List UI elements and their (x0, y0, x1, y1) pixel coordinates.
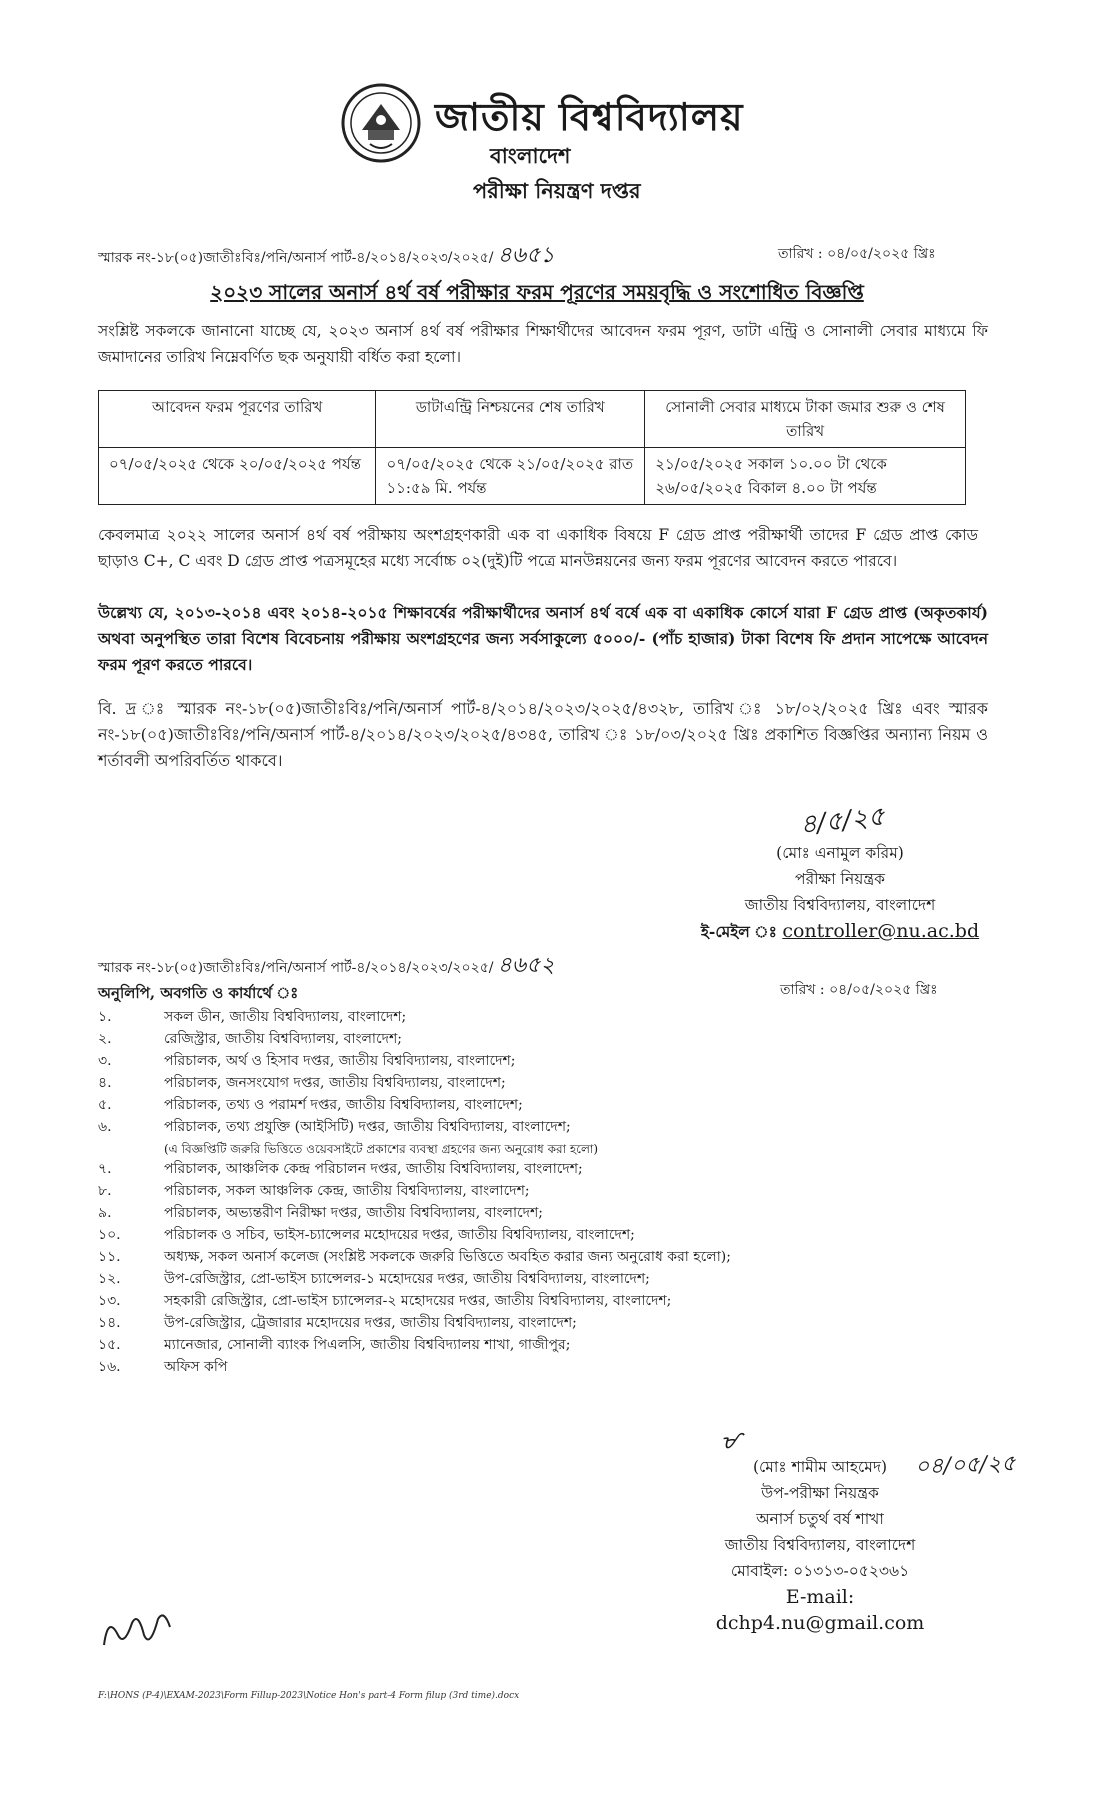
table-header-row (99, 391, 966, 448)
table-header-cell: ডাটাএন্ট্রি নিশ্চয়নের শেষ তারিখ (376, 391, 645, 448)
cc-list-item (98, 1312, 998, 1334)
cc-item-text: পরিচালক ও সচিব, ভাইস-চ্যান্সেলর মহোদয়ের দপ্তর, জাতীয় বিশ্ববিদ্যালয়, বাংলাদেশ; (164, 1227, 635, 1243)
cc-item-number: ১৬. (98, 1359, 121, 1375)
cc-list-item (98, 1334, 998, 1356)
memo-date-top: তারিখ : ০৪/০৫/২০২৫ খ্রিঃ (778, 246, 936, 262)
memo-reference-bottom (98, 948, 555, 985)
cc-list-item (98, 1158, 998, 1180)
controller-designation: পরীক্ষা নিয়ন্ত্রক (795, 870, 885, 888)
table-cell: ২১/০৫/২০২৫ সকাল ১০.০০ টা থেকে ২৬/০৫/২০২৫ বিকাল ৪.০০ টা পর্যন্ত (645, 448, 966, 505)
cc-item-text: পরিচালক, অভ্যন্তরীণ নিরীক্ষা দপ্তর, জাতীয় বিশ্ববিদ্যালয়, বাংলাদেশ; (164, 1205, 544, 1221)
file-path-footer: F:\HONS (P-4)\EXAM-2023\Form Fillup-2023\Notice Hon's part-4 Form filup (3rd time).docx (98, 1691, 520, 1701)
cc-list-item (98, 1094, 998, 1116)
university-seal (340, 82, 422, 164)
memo-ref-handwritten: ৪৬৫১ (497, 243, 555, 268)
cc-list-item (98, 1180, 998, 1202)
cc-item-text: সহকারী রেজিস্ট্রার, প্রো-ভাইস চ্যান্সেলর-২ মহোদয়ের দপ্তর, জাতীয় বিশ্ববিদ্যালয়, বাংলাদেশ; (164, 1293, 672, 1309)
deputy-email: E-mail: dchp4.nu@gmail.com (715, 1586, 925, 1634)
cc-item-text: রেজিস্ট্রার, জাতীয় বিশ্ববিদ্যালয়, বাংলাদেশ; (164, 1031, 402, 1047)
notice-title: ২০২৩ সালের অনার্স ৪র্থ বর্ষ পরীক্ষার ফরম পূরণের সময়বৃদ্ধি ও সংশোধিত বিজ্ঞপ্তি (210, 280, 864, 304)
cc-list-item (98, 1202, 998, 1224)
deputy-mobile: মোবাইল: ০১৩১৩-০৫২৩৬১ (730, 1562, 910, 1580)
cc-item-text: অধ্যক্ষ, সকল অনার্স কলেজ (সংশ্লিষ্ট সকলকে জরুরি ভিত্তিতে অবহিত করার জন্য অনুরোধ করা হলো); (164, 1249, 731, 1265)
controller-name: (মোঃ এনামুল করিম) (776, 844, 904, 862)
cc-item-number: ১৩. (98, 1293, 121, 1309)
memo-ref-handwritten: ৪৬৫২ (497, 953, 555, 978)
special-consideration-paragraph: উল্লেখ্য যে, ২০১৩-২০১৪ এবং ২০১৪-২০১৫ শিক্ষাবর্ষের পরীক্ষার্থীদের অনার্স ৪র্থ বর্ষে এক বা একাধিক কোর্সে যারা F গ্রেড প্রাপ্ত (অকৃতকার্য) অথবা অনুপস্থিত তারা বিশেষ বিবেচনায় পরীক্ষায় অংশগ্রহণের জন্য সর্বসাকুল্যে ৫০০০/- (পাঁচ হাজার) টাকা বিশেষ ফি প্রদান সাপেক্ষে আবেদন ফরম পূরণ করতে পারবে। (98, 603, 988, 674)
deputy-designation: উপ-পরীক্ষা নিয়ন্ত্রক (761, 1484, 879, 1502)
cc-item-number: ৮. (98, 1183, 112, 1199)
cc-list-item (98, 1116, 998, 1138)
grade-improvement-paragraph: কেবলমাত্র ২০২২ সালের অনার্স ৪র্থ বর্ষ পরীক্ষায় অংশগ্রহণকারী এক বা একাধিক বিষয়ে F গ্রেড প্রাপ্ত পরীক্ষার্থী তাদের F গ্রেড প্রাপ্ত কোড ছাড়াও C+, C এবং D গ্রেড প্রাপ্ত পত্রসমূহের মধ্যে সর্বোচ্চ ০২(দুই)টি পত্রে মানউন্নয়নের জন্য ফরম পূরণের আবেদন করতে পারবে। (98, 526, 978, 570)
country-name: বাংলাদেশ (490, 144, 571, 168)
cc-item-text: ম্যানেজার, সোনালী ব্যাংক পিএলসি, জাতীয় বিশ্ববিদ্যালয় শাখা, গাজীপুর; (164, 1337, 571, 1353)
cc-list-item (98, 1072, 998, 1094)
table-row (99, 448, 966, 505)
cc-item-number: ৯. (98, 1205, 112, 1221)
cc-item-number: ১৪. (98, 1315, 121, 1331)
cc-list-item (98, 1290, 998, 1312)
cc-item-number: ১৫. (98, 1337, 121, 1353)
initials-mark (98, 1605, 178, 1659)
cc-item-number: ৬. (98, 1119, 112, 1135)
cc-item-number: ২. (98, 1031, 112, 1047)
deputy-org: জাতীয় বিশ্ববিদ্যালয়, বাংলাদেশ (724, 1536, 916, 1554)
dates-table (98, 390, 966, 505)
cc-item-number: ১০. (98, 1227, 121, 1243)
nb-paragraph: বি. দ্র ঃ স্মারক নং-১৮(০৫)জাতীঃবিঃ/পনি/অনার্স পার্ট-৪/২০১৪/২০২৩/২০২৫/৪৩২৮, তারিখ ঃ ১৮/০২/২০২৫ খ্রিঃ এবং স্মারক নং-১৮(০৫)জাতীঃবিঃ/পনি/অনার্স পার্ট-৪/২০১৪/২০২৩/২০২৫/৪৩৪৫, তারিখ ঃ ১৮/০৩/২০২৫ খ্রিঃ প্রকাশিত বিজ্ঞপ্তির অন্যান্য নিয়ম ও শর্তাবলী অপরিবর্তিত থাকবে। (98, 699, 988, 770)
memo-date-bottom: তারিখ : ০৪/০৫/২০২৫ খ্রিঃ (780, 982, 938, 998)
cc-item-text: উপ-রেজিস্ট্রার, প্রো-ভাইস চ্যান্সেলর-১ মহোদয়ের দপ্তর, জাতীয় বিশ্ববিদ্যালয়, বাংলাদেশ; (164, 1271, 650, 1287)
controller-org: জাতীয় বিশ্ববিদ্যালয়, বাংলাদেশ (744, 896, 936, 914)
cc-list-item (98, 1050, 998, 1072)
cc-item-text: পরিচালক, জনসংযোগ দপ্তর, জাতীয় বিশ্ববিদ্যালয়, বাংলাদেশ; (164, 1075, 506, 1091)
cc-note-row (98, 1138, 998, 1158)
cc-item-number: ১১. (98, 1249, 121, 1265)
controller-email-link[interactable]: controller@nu.ac.bd (782, 920, 980, 942)
cc-item-text: অফিস কপি (164, 1359, 228, 1375)
table-cell: ০৭/০৫/২০২৫ থেকে ২১/০৫/২০২৫ রাত ১১:৫৯ মি. পর্যন্ত (376, 448, 645, 505)
cc-item-number: ৩. (98, 1053, 112, 1069)
cc-list-item (98, 1028, 998, 1050)
table-header-cell: সোনালী সেবার মাধ্যমে টাকা জমার শুরু ও শেষ তারিখ (645, 391, 966, 448)
deputy-signature-block (680, 1454, 960, 1636)
cc-item-text: পরিচালক, অর্থ ও হিসাব দপ্তর, জাতীয় বিশ্ববিদ্যালয়, বাংলাদেশ; (164, 1053, 516, 1069)
seal-icon (340, 82, 422, 164)
controller-signature: ৪/৫/২৫ (798, 801, 887, 841)
table-cell: ০৭/০৫/২০২৫ থেকে ২০/০৫/২০২৫ পর্যন্ত (99, 448, 376, 505)
controller-signature-block (700, 840, 980, 945)
memo-ref-text: স্মারক নং-১৮(০৫)জাতীঃবিঃ/পনি/অনার্স পার্ট-৪/২০১৪/২০২৩/২০২৫/ (98, 250, 494, 266)
memo-ref-text: স্মারক নং-১৮(০৫)জাতীঃবিঃ/পনি/অনার্স পার্ট-৪/২০১৪/২০২৩/২০২৫/ (98, 960, 494, 976)
cc-item-number: ১. (98, 1009, 112, 1025)
intro-paragraph: সংশ্লিষ্ট সকলকে জানানো যাচ্ছে যে, ২০২৩ অনার্স ৪র্থ বর্ষ পরীক্ষার শিক্ষার্থীদের আবেদন ফরম পূরণ, ডাটা এন্ট্রি ও সোনালী সেবার মাধ্যমে ফি জমাদানের তারিখ নিম্নেবর্ণিত ছক অনুযায়ী বর্ধিত করা হলো। (98, 322, 988, 366)
cc-item-text: পরিচালক, তথ্য ও পরামর্শ দপ্তর, জাতীয় বিশ্ববিদ্যালয়, বাংলাদেশ; (164, 1097, 523, 1113)
controller-email-line (700, 918, 980, 945)
cc-item-text: পরিচালক, আঞ্চলিক কেন্দ্র পরিচালন দপ্তর, জাতীয় বিশ্ববিদ্যালয়, বাংলাদেশ; (164, 1161, 583, 1177)
table-header-cell: আবেদন ফরম পূরণের তারিখ (99, 391, 376, 448)
deputy-signature: ᜋ (718, 1427, 745, 1456)
deputy-signature-date: ০৪/০৫/২৫ (914, 1451, 1016, 1480)
cc-list-item (98, 1268, 998, 1290)
cc-item-text: পরিচালক, তথ্য প্রযুক্তি (আইসিটি) দপ্তর, জাতীয় বিশ্ববিদ্যালয়, বাংলাদেশ; (164, 1119, 571, 1135)
deputy-name: (মোঃ শামীম আহমেদ) (752, 1458, 888, 1476)
cc-heading: অনুলিপি, অবগতি ও কার্যার্থে ঃ (98, 984, 299, 1002)
cc-list-item (98, 1246, 998, 1268)
cc-item-note: (এ বিজ্ঞপ্তিটি জরুরি ভিত্তিতে ওয়েবসাইটে প্রকাশের ব্যবস্থা গ্রহণের জন্য অনুরোধ করা হলো) (164, 1142, 599, 1156)
cc-item-text: উপ-রেজিস্ট্রার, ট্রেজারার মহোদয়ের দপ্তর, জাতীয় বিশ্ববিদ্যালয়, বাংলাদেশ; (164, 1315, 577, 1331)
cc-list-item (98, 1224, 998, 1246)
cc-item-number: ১২. (98, 1271, 121, 1287)
cc-list (98, 1006, 998, 1378)
office-name: পরীক্ষা নিয়ন্ত্রণ দপ্তর (473, 179, 641, 203)
memo-reference-top (98, 238, 555, 275)
cc-item-text: সকল ডীন, জাতীয় বিশ্ববিদ্যালয়, বাংলাদেশ; (164, 1009, 407, 1025)
university-name: জাতীয় বিশ্ববিদ্যালয় (435, 95, 744, 139)
cc-item-number: ৪. (98, 1075, 112, 1091)
initials-scrawl-icon (98, 1605, 178, 1655)
cc-list-item (98, 1006, 998, 1028)
deputy-branch: অনার্স চতুর্থ বর্ষ শাখা (756, 1510, 884, 1528)
email-label: ই-মেইল ঃ (700, 922, 783, 941)
cc-list-item (98, 1356, 998, 1378)
cc-item-number: ৭. (98, 1161, 112, 1177)
cc-item-text: পরিচালক, সকল আঞ্চলিক কেন্দ্র, জাতীয় বিশ্ববিদ্যালয়, বাংলাদেশ; (164, 1183, 530, 1199)
cc-item-number: ৫. (98, 1097, 112, 1113)
